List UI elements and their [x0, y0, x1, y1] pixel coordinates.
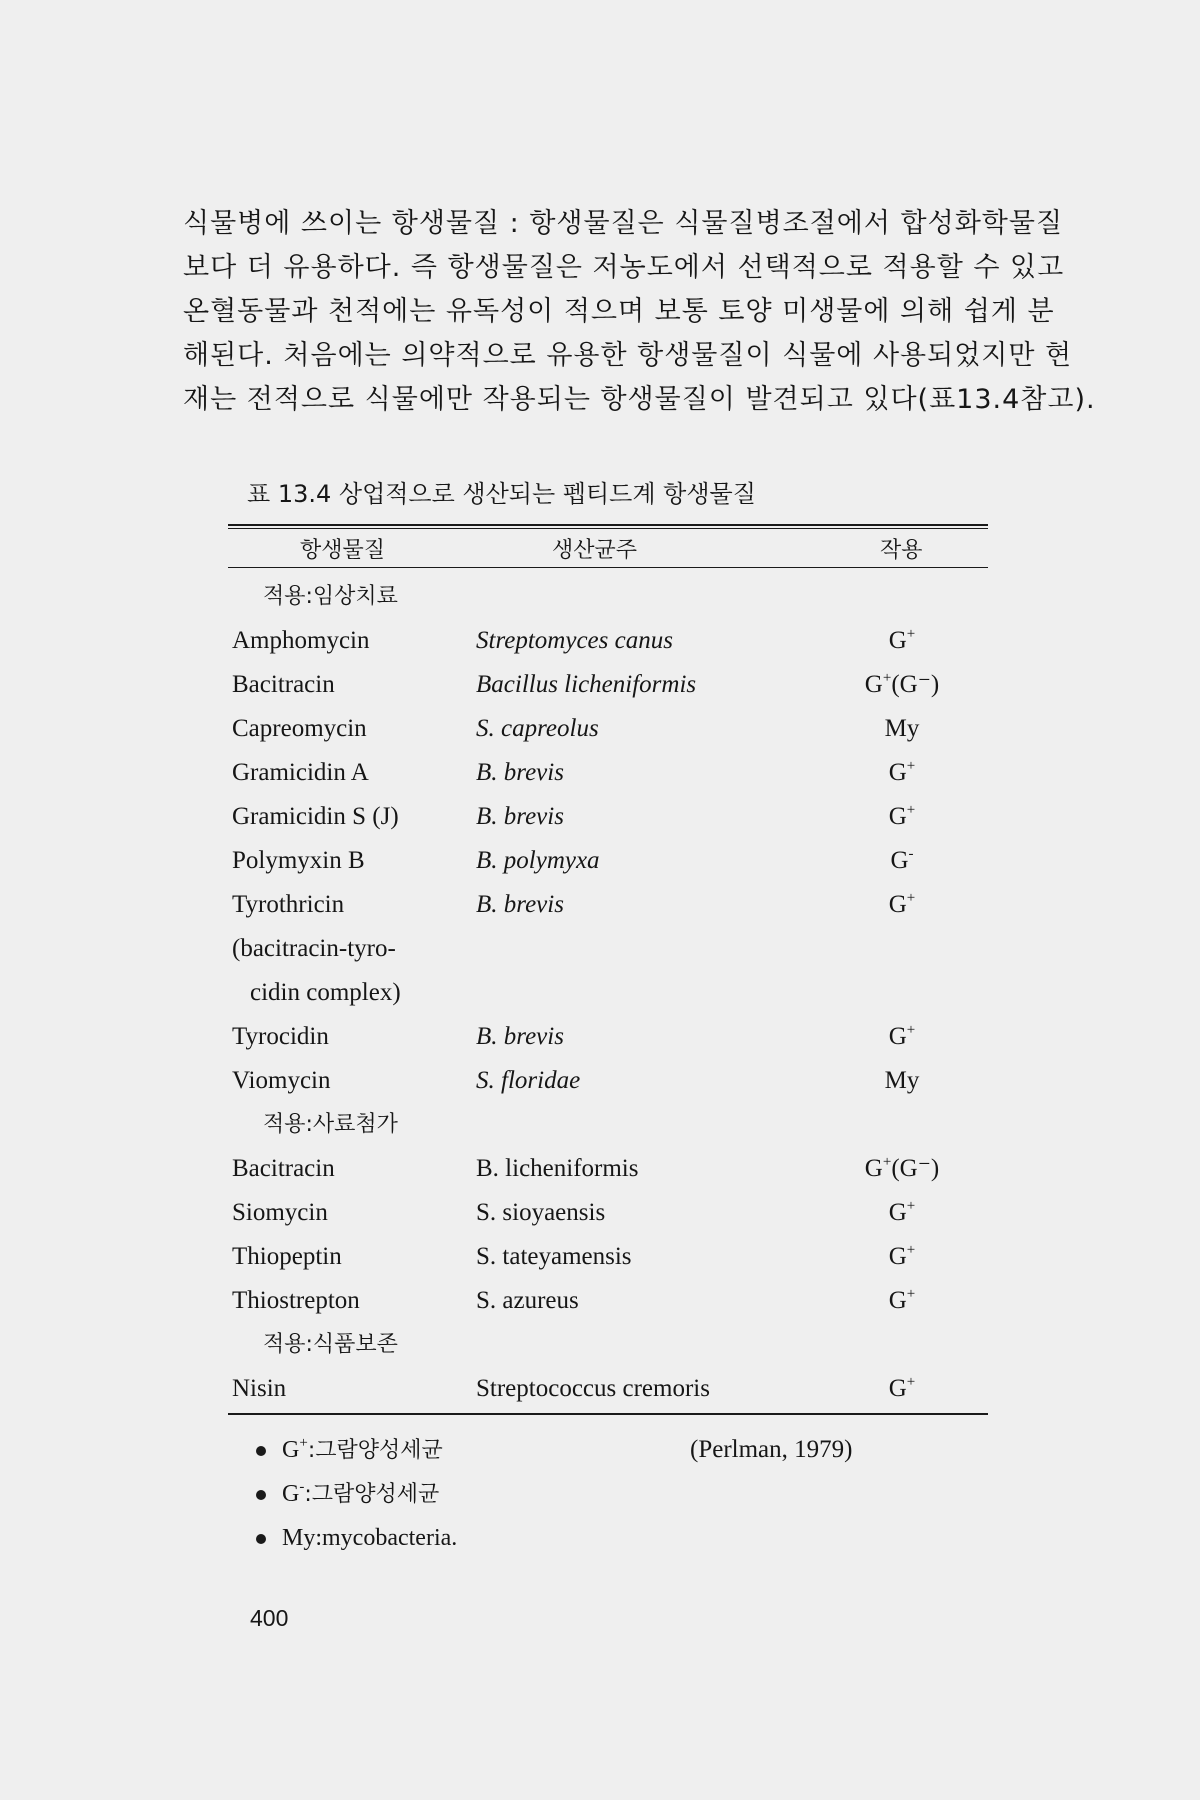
- action: [852, 1147, 952, 1191]
- producer-strain: B. licheniformis: [476, 1155, 639, 1182]
- action: [852, 1191, 952, 1235]
- bullet-icon: [256, 1490, 266, 1500]
- table-bottom-rule: [228, 1413, 988, 1415]
- action-sup: +: [906, 1286, 916, 1302]
- producer-strain: Bacillus licheniformis: [476, 671, 697, 698]
- action: [852, 795, 952, 839]
- antibiotic-note: (bacitracin-tyro-: [232, 935, 396, 962]
- action: [852, 751, 952, 795]
- producer-strain: B. brevis: [476, 891, 564, 918]
- action-base: G: [888, 1243, 907, 1270]
- antibiotic-name: Tyrocidin: [232, 1023, 329, 1050]
- footnote: [256, 1472, 457, 1516]
- footnote: [256, 1516, 457, 1560]
- action-sup: +: [906, 802, 916, 818]
- producer-strain: S. azureus: [476, 1287, 579, 1314]
- antibiotic-name: Capreomycin: [232, 715, 367, 742]
- body-paragraph: [183, 202, 1096, 422]
- table-source: (Perlman, 1979): [690, 1436, 853, 1463]
- antibiotic-name: Bacitracin: [232, 1155, 335, 1182]
- action-base: My: [884, 1067, 920, 1094]
- producer-strain: S. sioyaensis: [476, 1199, 606, 1226]
- antibiotic-name: Gramicidin A: [232, 759, 369, 786]
- action: [852, 663, 952, 707]
- antibiotic-name: Thiostrepton: [232, 1287, 360, 1314]
- action-sup: +: [906, 1198, 916, 1214]
- action-base: G: [888, 759, 907, 786]
- action: [852, 1367, 952, 1411]
- table-row: [0, 1015, 1200, 1059]
- group-row: [0, 575, 1200, 619]
- antibiotic-name: Thiopeptin: [232, 1243, 342, 1270]
- table-top-rule-thin: [228, 528, 988, 529]
- group-label: 적용:사료첨가: [263, 1112, 398, 1137]
- producer-strain: Streptococcus cremoris: [476, 1375, 710, 1402]
- header-action: 작용: [880, 538, 923, 563]
- action: [852, 1015, 952, 1059]
- footnote: [256, 1428, 457, 1472]
- action: [852, 1059, 952, 1103]
- paragraph-line: 재는 전적으로 식물에만 작용되는 항생물질이 발견되고 있다(표13.4참고).: [183, 384, 1096, 415]
- action: [852, 1235, 952, 1279]
- action-sup: +: [906, 1242, 916, 1258]
- action-sup: +: [906, 758, 916, 774]
- action: [852, 619, 952, 663]
- action-sup: +: [906, 1374, 916, 1390]
- table-caption: 표 13.4 상업적으로 생산되는 펩티드계 항생물질: [247, 480, 756, 508]
- antibiotic-name: Tyrothricin: [232, 891, 345, 918]
- action: [852, 707, 952, 751]
- action-base: My: [884, 715, 920, 742]
- footnote-sup: -: [299, 1479, 305, 1495]
- producer-strain: B. brevis: [476, 759, 564, 786]
- table-header-rule: [228, 567, 988, 568]
- antibiotic-name: Bacitracin: [232, 671, 335, 698]
- table-row-note: [0, 927, 1200, 971]
- table-row: [0, 795, 1200, 839]
- action-tail: (G⁻): [891, 1155, 940, 1182]
- producer-strain: S. floridae: [476, 1067, 581, 1094]
- group-label: 적용:임상치료: [263, 584, 398, 609]
- antibiotic-name: Viomycin: [232, 1067, 331, 1094]
- table-top-rule: [228, 524, 988, 526]
- table-row: [0, 883, 1200, 927]
- group-row: [0, 1103, 1200, 1147]
- action-base: G: [864, 1155, 883, 1182]
- paragraph-line: 온혈동물과 천적에는 유독성이 적으며 보통 토양 미생물에 의해 쉽게 분: [183, 296, 1055, 327]
- table-row: [0, 619, 1200, 663]
- footnote-key: G: [282, 1481, 300, 1507]
- footnote-text: :mycobacteria.: [315, 1525, 458, 1551]
- paragraph-line: 보다 더 유용하다. 즉 항생물질은 저농도에서 선택적으로 적용할 수 있고: [183, 252, 1065, 283]
- table-row: [0, 1147, 1200, 1191]
- table-row: [0, 1059, 1200, 1103]
- action-sup: +: [906, 626, 916, 642]
- group-row: [0, 1323, 1200, 1367]
- action-sup: +: [906, 890, 916, 906]
- action-base: G: [888, 1375, 907, 1402]
- table-footnotes: [256, 1428, 457, 1560]
- action: [852, 839, 952, 883]
- action-sup: +: [906, 1022, 916, 1038]
- table-row: [0, 751, 1200, 795]
- action-base: G: [888, 1287, 907, 1314]
- action: [852, 883, 952, 927]
- table-row: [0, 1367, 1200, 1411]
- action-sup: -: [908, 846, 914, 862]
- antibiotic-name: Gramicidin S (J): [232, 803, 399, 830]
- group-label: 적용:식품보존: [263, 1332, 398, 1357]
- header-producer: 생산균주: [552, 538, 638, 563]
- action-base: G: [888, 1199, 907, 1226]
- antibiotic-name: Polymyxin B: [232, 847, 365, 874]
- action-sup: +: [882, 1154, 892, 1170]
- antibiotic-name: Siomycin: [232, 1199, 328, 1226]
- action: [852, 1279, 952, 1323]
- producer-strain: S. tateyamensis: [476, 1243, 632, 1270]
- table-row-note: [0, 971, 1200, 1015]
- footnote-sup: +: [299, 1435, 308, 1451]
- producer-strain: B. brevis: [476, 803, 564, 830]
- producer-strain: B. polymyxa: [476, 847, 600, 874]
- action-base: G: [888, 891, 907, 918]
- producer-strain: S. capreolus: [476, 715, 599, 742]
- footnote-key: G: [282, 1437, 300, 1463]
- action-base: G: [888, 803, 907, 830]
- paragraph-line: 해된다. 처음에는 의약적으로 유용한 항생물질이 식물에 사용되었지만 현: [183, 340, 1073, 371]
- footnote-text: :그람양성세균: [304, 1482, 440, 1507]
- paragraph-line: 식물병에 쓰이는 항생물질 : 항생물질은 식물질병조절에서 합성화학물질: [183, 208, 1064, 239]
- table-row: [0, 663, 1200, 707]
- bullet-icon: [256, 1446, 266, 1456]
- action-base: G: [864, 671, 883, 698]
- action-sup: +: [882, 670, 892, 686]
- antibiotic-note: cidin complex): [250, 979, 401, 1006]
- table-row: [0, 1279, 1200, 1323]
- antibiotic-name: Nisin: [232, 1375, 287, 1402]
- bullet-icon: [256, 1534, 266, 1544]
- antibiotic-name: Amphomycin: [232, 627, 370, 654]
- table-row: [0, 1235, 1200, 1279]
- action-base: G: [890, 847, 909, 874]
- table-row: [0, 839, 1200, 883]
- footnote-text: :그람양성세균: [307, 1438, 443, 1463]
- footnote-key: My: [282, 1525, 316, 1551]
- header-antibiotic: 항생물질: [300, 538, 386, 563]
- producer-strain: B. brevis: [476, 1023, 564, 1050]
- producer-strain: Streptomyces canus: [476, 627, 673, 654]
- action-base: G: [888, 1023, 907, 1050]
- page-number: 400: [250, 1605, 289, 1631]
- action-tail: (G⁻): [891, 671, 940, 698]
- action-base: G: [888, 627, 907, 654]
- table-row: [0, 707, 1200, 751]
- table-row: [0, 1191, 1200, 1235]
